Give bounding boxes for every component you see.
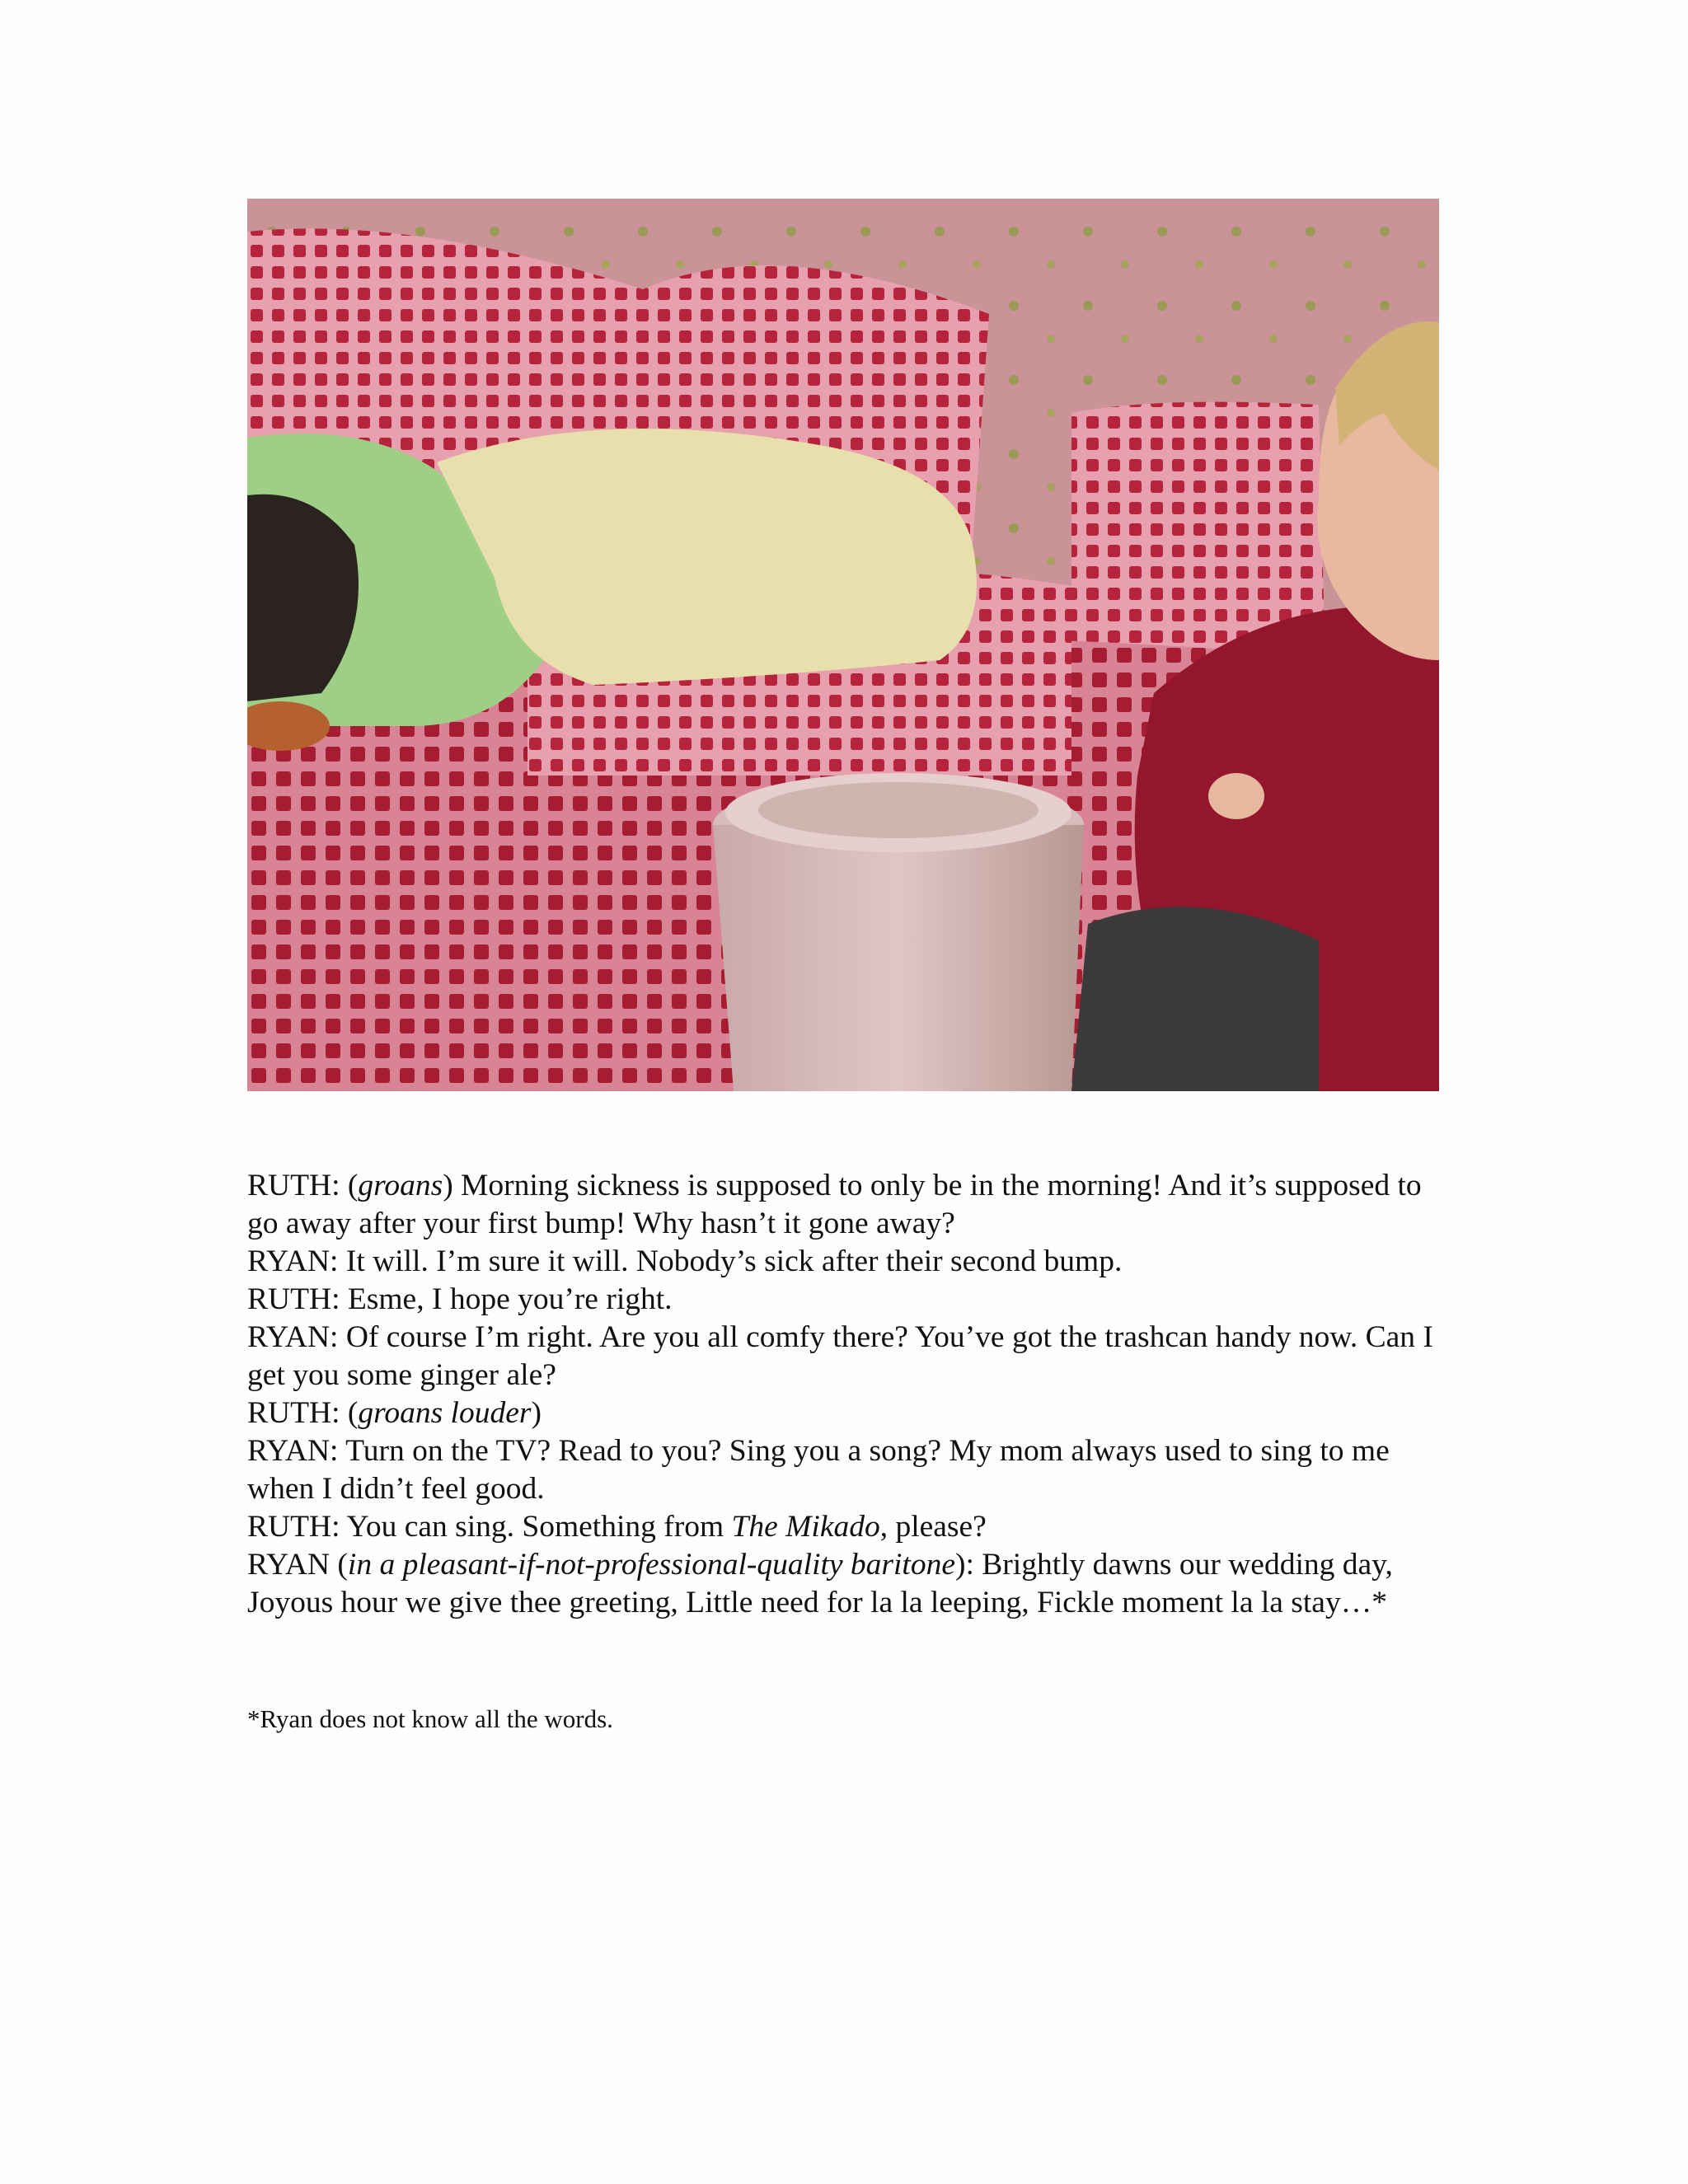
stage-direction: groans louder: [358, 1396, 532, 1430]
dialogue-line: RYAN (in a pleasant-if-not-professional-quality baritone): Brightly dawns our wedding day, Joyous hour we give thee greeting, Little need for la la leeping, Fickle moment la la stay…*: [247, 1548, 1393, 1619]
sims-scene-illustration: [247, 199, 1439, 1091]
footnote: *Ryan does not know all the words.: [247, 1704, 613, 1733]
stage-direction: groans: [358, 1169, 443, 1202]
stage-direction: in a pleasant-if-not-professional-quality baritone: [347, 1548, 955, 1582]
dialogue-line: RUTH: You can sing. Something from The Mikado, please?: [247, 1510, 987, 1544]
dialogue-line: RYAN: It will. I’m sure it will. Nobody’s sick after their second bump.: [247, 1244, 1123, 1278]
dialogue-line: RYAN: Of course I’m right. Are you all comfy there? You’ve got the trashcan handy now. Can I get you some ginger ale?: [247, 1320, 1433, 1392]
dialogue-line: RUTH: (groans louder): [247, 1396, 542, 1430]
script-dialogue: [247, 1167, 1451, 1622]
dialogue-line: RUTH: Esme, I hope you’re right.: [247, 1282, 673, 1316]
dialogue-line: RYAN: Turn on the TV? Read to you? Sing you a song? My mom always used to sing to me when I didn’t feel good.: [247, 1434, 1390, 1506]
work-title: The Mikado: [731, 1510, 880, 1544]
dialogue-line: RUTH: (groans) Morning sickness is supposed to only be in the morning! And it’s supposed to go away after your first bump! Why hasn’t it gone away?: [247, 1169, 1422, 1240]
